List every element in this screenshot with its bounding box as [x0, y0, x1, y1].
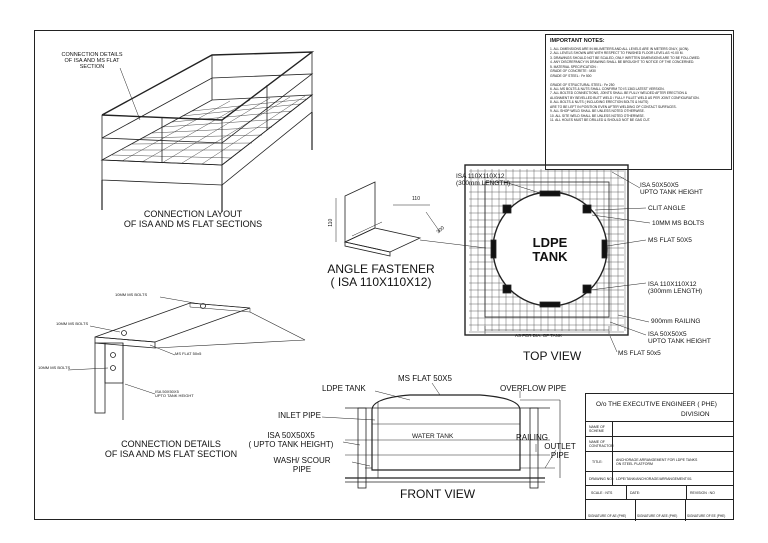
- top-view-title: TOP VIEW: [523, 349, 582, 363]
- tb-row-signatures: [586, 499, 733, 520]
- top-ms-flat-label: MS FLAT 50X5: [648, 237, 692, 244]
- tb-row-scheme: [586, 421, 733, 436]
- note-line: 1. ALL DIMENSIONS ARE IN MILIMETERS AND ALL LEVELS ARE IN METERS ONLY, (UON).: [550, 47, 690, 51]
- fv-inlet-label: INLET PIPE: [278, 411, 321, 420]
- tb-sig-ee: SIGNATURE OF EE (PHE): [687, 514, 726, 518]
- fv-wash-label: WASH/ SCOUR PIPE: [273, 456, 331, 474]
- note-line: ARE TO BE LEFT IN POSITION EVEN AFTER WELDING OF CONTACT SURFACES.: [550, 104, 677, 109]
- title-block: [585, 393, 734, 520]
- tb-header-line2: DIVISION: [681, 411, 710, 418]
- angle-fastener-title: ANGLE FASTENER ( ISA 110X110X12): [327, 262, 435, 290]
- notes-list: [550, 47, 727, 122]
- top-bolts-label: 10MM MS BOLTS: [652, 220, 705, 227]
- tb-drawing-no-label: DRAWING NO.:: [589, 477, 614, 481]
- dim-300: 300: [435, 225, 446, 236]
- tb-sig-aee: SIGNATURE OF AEE (PHE): [637, 514, 678, 518]
- note-line: 5. MATERIAL SPECIFICATION :: [550, 64, 598, 69]
- note-line: GRADE OF STRUCTURAL STEEL : Fe 250: [550, 82, 615, 87]
- note-line: ALIGNMENT BY BEVELLED BUTT WELD / FULLY FILLET WELD AS PER JOINT CONFIGURATION.: [550, 95, 700, 100]
- platform-isometric: [102, 52, 312, 212]
- tb-row-scale: [586, 485, 733, 499]
- tb-row-drawing-no: [586, 471, 733, 485]
- top-isa-110-label: ISA 110X110X12 (300mm LENGTH): [456, 173, 511, 188]
- note-line: 4. ANY DISCREPANCY IN DRAWING SHALL BE BROUGHT TO NOTICE OF THE CONCERNED.: [550, 60, 695, 65]
- tb-date: DATE:: [630, 491, 641, 495]
- notes-title: IMPORTANT NOTES:: [550, 38, 605, 44]
- fv-overflow-label: OVERFLOW PIPE: [500, 384, 567, 393]
- front-view-title: FRONT VIEW: [400, 487, 476, 501]
- connection-detail-drawing: [68, 297, 305, 420]
- note-line: GRADE OF CONCRETE : M30: [550, 69, 596, 74]
- note-line: GRADE OF STEEL : Fe 500: [550, 73, 592, 78]
- detail-ms-flat-label: MS FLAT 50x5: [175, 351, 202, 356]
- fv-ldpe-label: LDPE TANK: [322, 384, 366, 393]
- top-isa-50-label: ISA 50X50X5 UPTO TANK HEIGHT: [640, 182, 703, 197]
- note-line: 6. ALL MS BOLTS & NUTS SHALL CONFIRM TO IS 1363 LATEST VERSION.: [550, 86, 665, 91]
- angle-fastener-drawing: [336, 182, 440, 256]
- tb-revision: REVISION : NO: [690, 491, 715, 495]
- tb-name-scheme: NAME OF SCHEME: [589, 425, 605, 433]
- tb-scale: SCALE : NTS: [591, 491, 613, 495]
- right-isa-50-label: ISA 50X50X5 UPTO TANK HEIGHT: [648, 331, 711, 346]
- tb-sig-ae: SIGNATURE OF AE (PHE): [588, 514, 627, 518]
- detail-bolts-label-b: 10MM MS BOLTS: [56, 321, 89, 326]
- tb-title-label: TITLE:: [592, 460, 603, 464]
- note-line: 2. ALL LEVELS SHOWN ARE WITH RESPECT TO FINISHED FLOOR LEVEL AS +0.00 M.: [550, 51, 684, 56]
- connection-layout-title: CONNECTION LAYOUT OF ISA AND MS FLAT SECTIONS: [123, 209, 263, 229]
- connection-details-label-top: CONNECTION DETAILS OF ISA AND MS FLAT SECTION: [61, 52, 123, 71]
- detail-bolts-label-a: 10MM MS BOLTS: [115, 292, 148, 297]
- fv-outlet-label: OUTLET PIPE: [544, 442, 576, 460]
- detail-isa-label: ISA 50X50X5 UPTO TANK HEIGHT: [155, 389, 194, 399]
- tb-row-title: [586, 451, 733, 471]
- important-notes-box: [545, 34, 732, 170]
- dim-110-top: 110: [412, 196, 420, 202]
- note-line: 9. ALL SHOP WELD SHALL BE UNLESS NOTED OTHERWISE.: [550, 109, 645, 114]
- dim-110-side: 110: [328, 218, 335, 227]
- tb-header-line1: O/o THE EXECUTIVE ENGINEER ( PHE): [596, 401, 717, 408]
- cleat-angle-label: CLIT ANGLE: [648, 205, 686, 212]
- note-line: 3. DRAWINGS SHOULD NOT BE SCALED, ONLY WRITTEN DIMENSIONS ARE TO BE FOLLOWED.: [550, 55, 701, 60]
- note-line: 8. ALL BOLTS & NUTS ( INCLUDING ERECTION BOLTS & NUTS): [550, 100, 649, 105]
- fv-isa-label: ISA 50X50X5 ( UPTO TANK HEIGHT): [248, 431, 334, 449]
- ldpe-tank-label: LDPE TANK: [532, 235, 568, 264]
- right-isa-110-label: ISA 110X110X12 (300mm LENGTH): [648, 281, 703, 296]
- detail-bolts-label-c: 10MM MS BOLTS: [38, 365, 71, 370]
- note-line: 7. ALL BOLTED CONNECTIONS, JOINTS SHALL BE FULLY WELDED AFTER ERECTION &: [550, 91, 687, 96]
- railing-900-label: 900mm RAILING: [651, 318, 701, 325]
- tb-row-contractor: [586, 436, 733, 451]
- tb-name-contractor: NAME OF CONTRACTOR: [589, 440, 614, 448]
- as-per-dia-label: AS PER DIA. OF TANK: [515, 333, 562, 338]
- connection-details-title-bottom: CONNECTION DETAILS OF ISA AND MS FLAT SECTION: [104, 439, 238, 459]
- bottom-ms-flat-label: MS FLAT 50x5: [618, 350, 661, 357]
- tb-title-value: ANCHORAGE ARRANGEMENT FOR LDPE TANKS ON STEEL PLATFORM: [616, 458, 698, 466]
- fv-ms-flat-label: MS FLAT 50X5: [398, 374, 452, 383]
- note-line: 10. ALL SITE WELD SHALL BE UNLESS NOTED OTHERWISE.: [550, 113, 645, 118]
- fv-railing-label: RAILING: [516, 433, 549, 442]
- fv-water-tank-label: WATER TANK: [412, 433, 454, 440]
- tb-drawing-no-value: LDPE/TANK/ANCHORAGE/ARRANGEMENT/01: [616, 477, 692, 481]
- note-line: 11. ALL HOLES MUST BE DRILLED & SHOULD NOT BE GAS CUT.: [550, 118, 651, 122]
